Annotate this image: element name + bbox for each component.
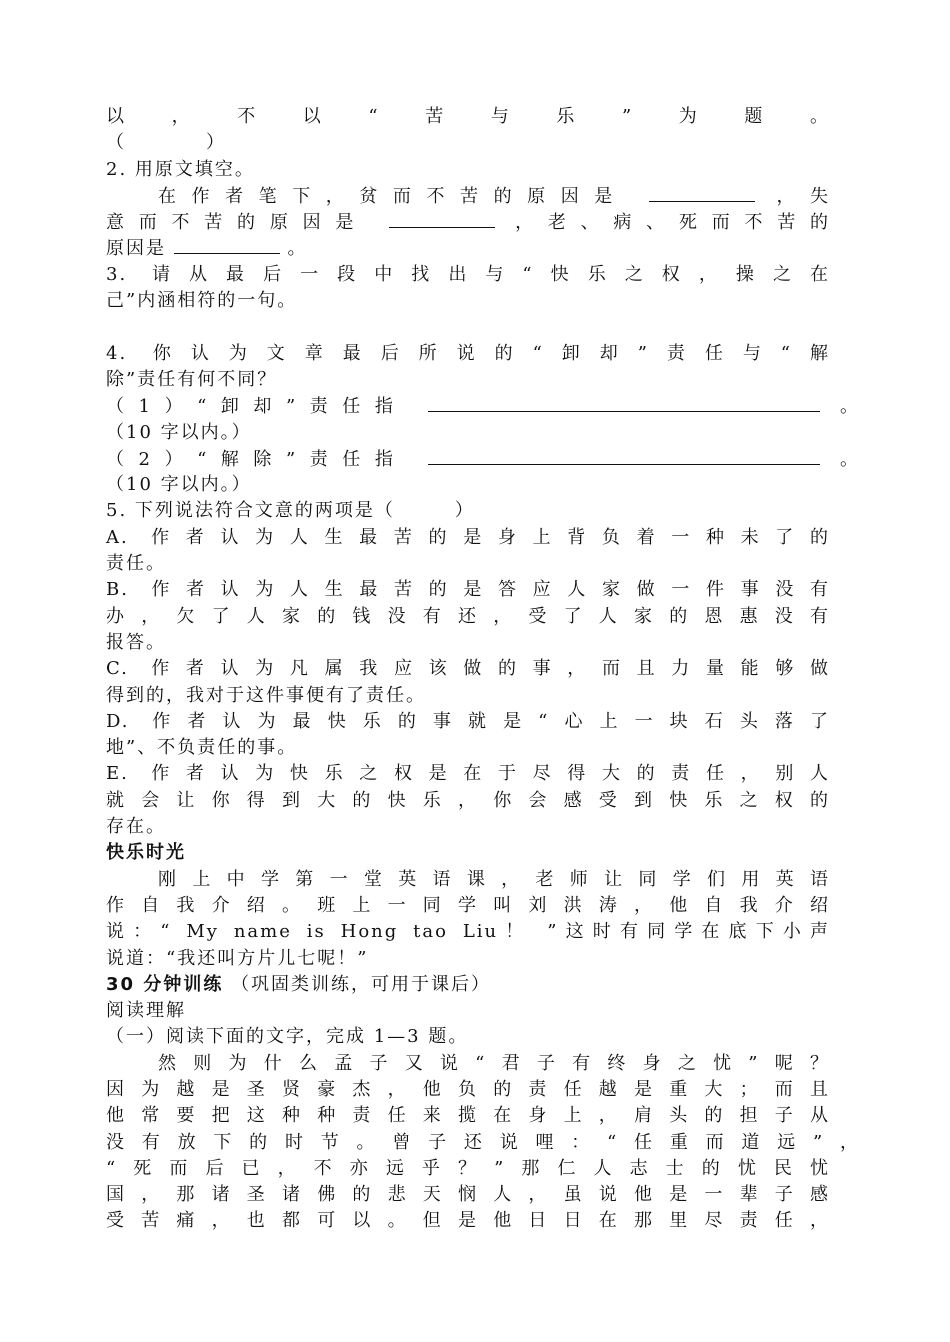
text-line: 作自我介绍。班上一同学叫刘洪涛，他自我介绍: [106, 894, 830, 916]
fill-blank-line: （2）“解除”责任指 。: [106, 446, 860, 472]
passage-line: “死而后已，不亦远乎？”那仁人志士的忧民忧: [106, 1157, 830, 1179]
question-2: 2. 用原文填空。: [106, 158, 255, 180]
answer-blank[interactable]: [428, 393, 820, 412]
text-line: 刚上中学第一堂英语课，老师让同学们用英语: [158, 868, 830, 890]
subsection-title: 阅读理解: [106, 1000, 186, 1022]
fill-blank-line: 在作者笔下，贫而不苦的原因是 ，失: [106, 183, 830, 209]
option-c: C. 作者认为凡属我应该做的事，而且力量能够做: [106, 658, 830, 680]
text-line: 己”内涵相符的一句。: [106, 290, 298, 312]
text-line: 除”责任有何不同？: [106, 368, 278, 390]
fill-blank-line: （1）“卸却”责任指 。: [106, 393, 860, 419]
text-line: 说：“ My name is Hong tao Liu！ ”这时有同学在底下小声: [106, 921, 830, 943]
passage-line: 他常要把这种种责任来揽在身上，肩头的担子从: [106, 1105, 830, 1127]
section-heading-line: 30 分钟训练 （巩固类训练，可用于课后）: [106, 973, 492, 995]
section-heading: 30 分钟训练: [106, 973, 224, 995]
answer-bracket: （ ）: [106, 132, 226, 154]
text-line: 就会让你得到大的快乐，你会感受到快乐之权的: [106, 789, 830, 811]
question-4: 4. 你认为文章最后所说的“卸却”责任与“解: [106, 342, 830, 364]
word-limit-note: （10 字以内。）: [106, 421, 252, 443]
blank-line-spacer: [106, 314, 830, 340]
option-a: A. 作者认为人生最苦的是身上背负着一种未了的: [106, 526, 830, 548]
text-line: 责任。: [106, 553, 166, 575]
text-line: 地”、不负责任的事。: [106, 737, 298, 759]
option-e: E. 作者认为快乐之权是在于尽得大的责任，别人: [106, 763, 830, 785]
text-line: 办，欠了人家的钱没有还，受了人家的恩惠没有: [106, 605, 830, 627]
question-3: 3. 请从最后一段中找出与“快乐之权，操之在: [106, 263, 830, 285]
answer-blank[interactable]: [389, 209, 495, 228]
word-limit-note: （10 字以内。）: [106, 474, 252, 496]
passage-line: 因为越是圣贤豪杰，他负的责任越是重大；而且: [106, 1078, 830, 1100]
option-d: D. 作者认为最快乐的事就是“心上一块石头落了: [106, 710, 830, 732]
document-body: [106, 104, 860, 1235]
text-line: 报答。: [106, 631, 166, 653]
option-b: B. 作者认为人生最苦的是答应人家做一件事没有: [106, 579, 830, 601]
text-line: 以，不以“苦与乐”为题。: [106, 106, 830, 127]
passage-instruction: （一）阅读下面的文字，完成 1—3 题。: [106, 1026, 469, 1048]
passage-line: 受苦痛，也都可以。但是他日日在那里尽责任，: [106, 1210, 830, 1232]
answer-blank[interactable]: [428, 446, 820, 465]
question-5: 5. 下列说法符合文意的两项是（ ）: [106, 500, 475, 522]
answer-blank[interactable]: [174, 235, 280, 254]
text-line: 存在。: [106, 816, 166, 838]
passage-line: 没有放下的时节。曾子还说哩：“任重而道远”，: [106, 1131, 860, 1153]
passage-line: 国，那诸圣诸佛的悲天悯人，虽说他是一辈子感: [106, 1184, 830, 1206]
answer-blank[interactable]: [649, 183, 755, 202]
fill-blank-line: 原因是 。: [106, 235, 830, 261]
text-line: 得到的，我对于这件事便有了责任。: [106, 684, 426, 706]
text-line: 说道：“我还叫方片儿七呢！”: [106, 947, 369, 969]
fill-blank-line: 意而不苦的原因是 ，老、病、死而不苦的: [106, 209, 830, 235]
section-heading: 快乐时光: [106, 842, 186, 864]
passage-line: 然则为什么孟子又说“君子有终身之忧”呢？: [158, 1052, 830, 1074]
